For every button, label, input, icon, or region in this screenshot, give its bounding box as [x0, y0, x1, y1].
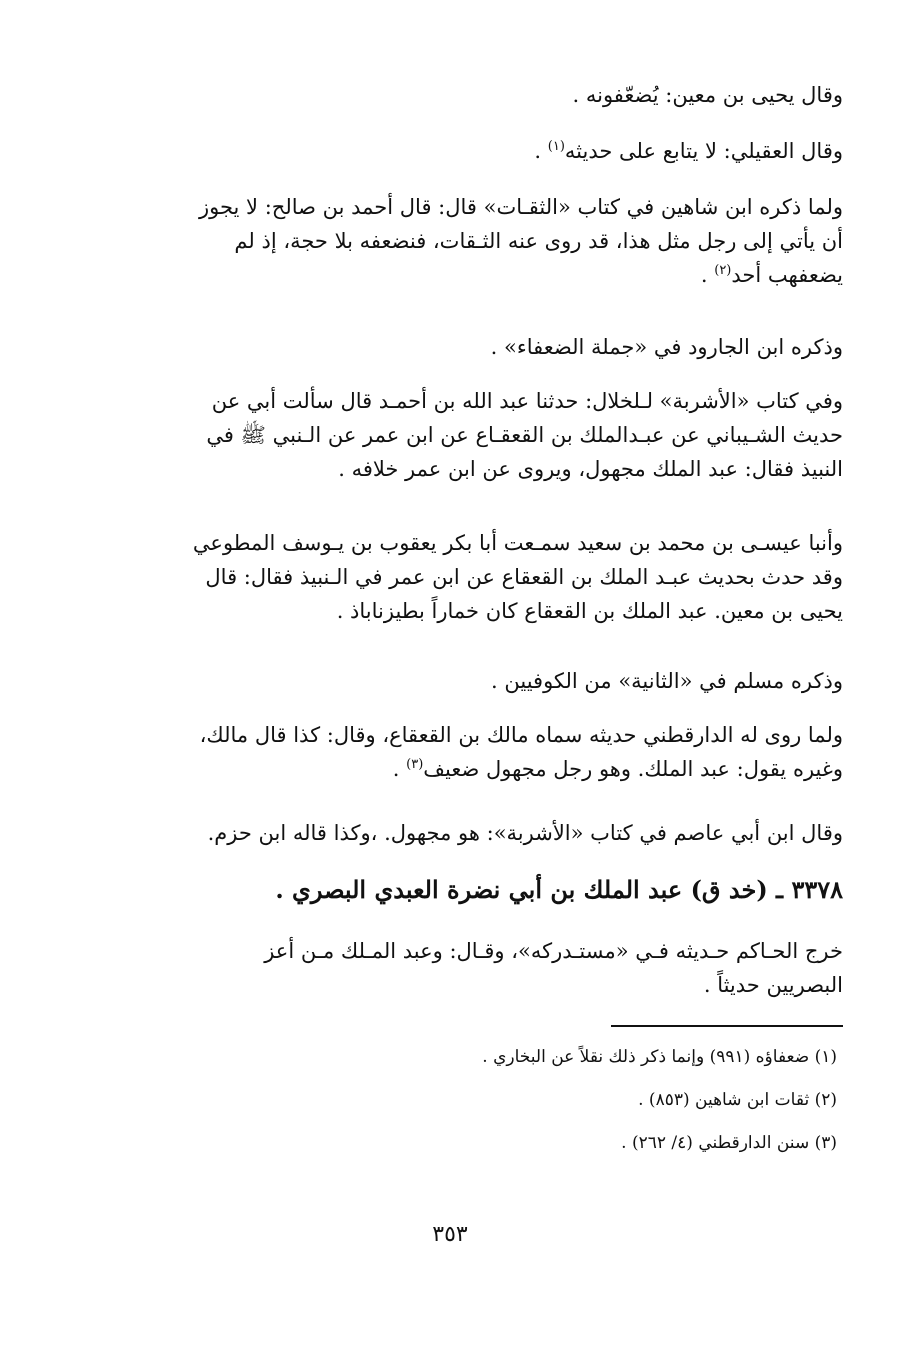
text-line: وقال يحيى بن معين: يُضعّفونه .	[572, 83, 843, 107]
text-line: حديث الشـيباني عن عبـدالملك بن القعقـاع عن ابن عمر عن الـنبي ﷺ في	[206, 423, 843, 447]
text-line: ولما روى له الدارقطني حديثه سماه مالك بن القعقاع، وقال: كذا قال مالك،	[199, 723, 843, 747]
footnote-ref: (٣)	[406, 757, 424, 772]
paragraph-yahya	[131, 78, 843, 112]
text-line: ولما ذكره ابن شاهين في كتاب «الثقـات» قال: قال أحمد بن صالح: لا يجوز	[198, 195, 843, 219]
paragraph-ibn-abi-asim	[131, 816, 843, 850]
text-line: وقد حدث بحديث عبـد الملك بن القعقاع عن ابن عمر في الـنبيذ فقال: قال	[205, 565, 843, 589]
text-line: النبيذ فقال: عبد الملك مجهول، ويروى عن ابن عمر خلافه .	[338, 457, 843, 481]
entry-paragraph	[131, 934, 843, 1002]
text-line: وذكره ابن الجارود في «جملة الضعفاء» .	[490, 335, 843, 359]
entry-heading: ٣٣٧٨ ـ (خد ق) عبد الملك بن أبي نضرة العبدي البصري .	[275, 875, 843, 904]
footnote-ref: (٢)	[714, 263, 732, 278]
paragraph-ibn-jarud	[131, 330, 843, 364]
text-line: خرج الحـاكم حـديثه فـي «مستـدركه»، وقـال: وعبد المـلك مـن أعز	[264, 939, 843, 963]
paragraph-ashriba	[131, 384, 843, 486]
paragraph-uqayli	[131, 134, 843, 168]
text-line: وذكره مسلم في «الثانية» من الكوفيين .	[491, 669, 843, 693]
text-line: يضعفهب أحد$^{(٢)}$ .	[700, 263, 843, 287]
text-line: وغيره يقول: عبد الملك. وهو رجل مجهول ضعيف$^{(٣)}$ .	[392, 757, 843, 781]
text-line: أن يأتي إلى رجل مثل هذا، قد روى عنه الثـقات، فنضعفه بلا حجة، إذ لم	[234, 229, 843, 253]
paragraph-ibn-shahin	[131, 190, 843, 292]
paragraph-isa	[131, 526, 843, 628]
text-line: وأنبا عيسـى بن محمد بن سعيد سمـعت أبا بكر يعقوب بن يـوسف المطوعي	[192, 531, 843, 555]
paragraph-muslim	[131, 664, 843, 698]
text-line: وقال العقيلي: لا يتابع على حديثه$^{(١)}$ .	[534, 139, 843, 163]
text-line: وفي كتاب «الأشربة» لـلخلال: حدثنا عبد الله بن أحمـد قال سألت أبي عن	[211, 389, 843, 413]
paragraph-daraqutni	[131, 718, 843, 786]
text-line: يحيى بن معين. عبد الملك بن القعقاع كان خماراً بطيزناباذ .	[336, 599, 843, 623]
footnote-divider	[611, 1025, 843, 1027]
footnote-ref: (١)	[547, 139, 565, 154]
footnote-1: (١) ضعفاؤه (٩٩١) وإنما ذكر ذلك نقلاً عن البخاري .	[482, 1047, 837, 1067]
footnote-3: (٣) سنن الدارقطني (٤/ ٢٦٢) .	[621, 1133, 837, 1153]
page-number: ٣٥٣	[432, 1222, 468, 1247]
text-line: وقال ابن أبي عاصم في كتاب «الأشربة»: هو مجهول. ،وكذا قاله ابن حزم.	[207, 821, 843, 845]
footnote-2: (٢) ثقات ابن شاهين (٨٥٣) .	[638, 1090, 837, 1110]
text-line: البصريين حديثاً .	[703, 973, 843, 997]
